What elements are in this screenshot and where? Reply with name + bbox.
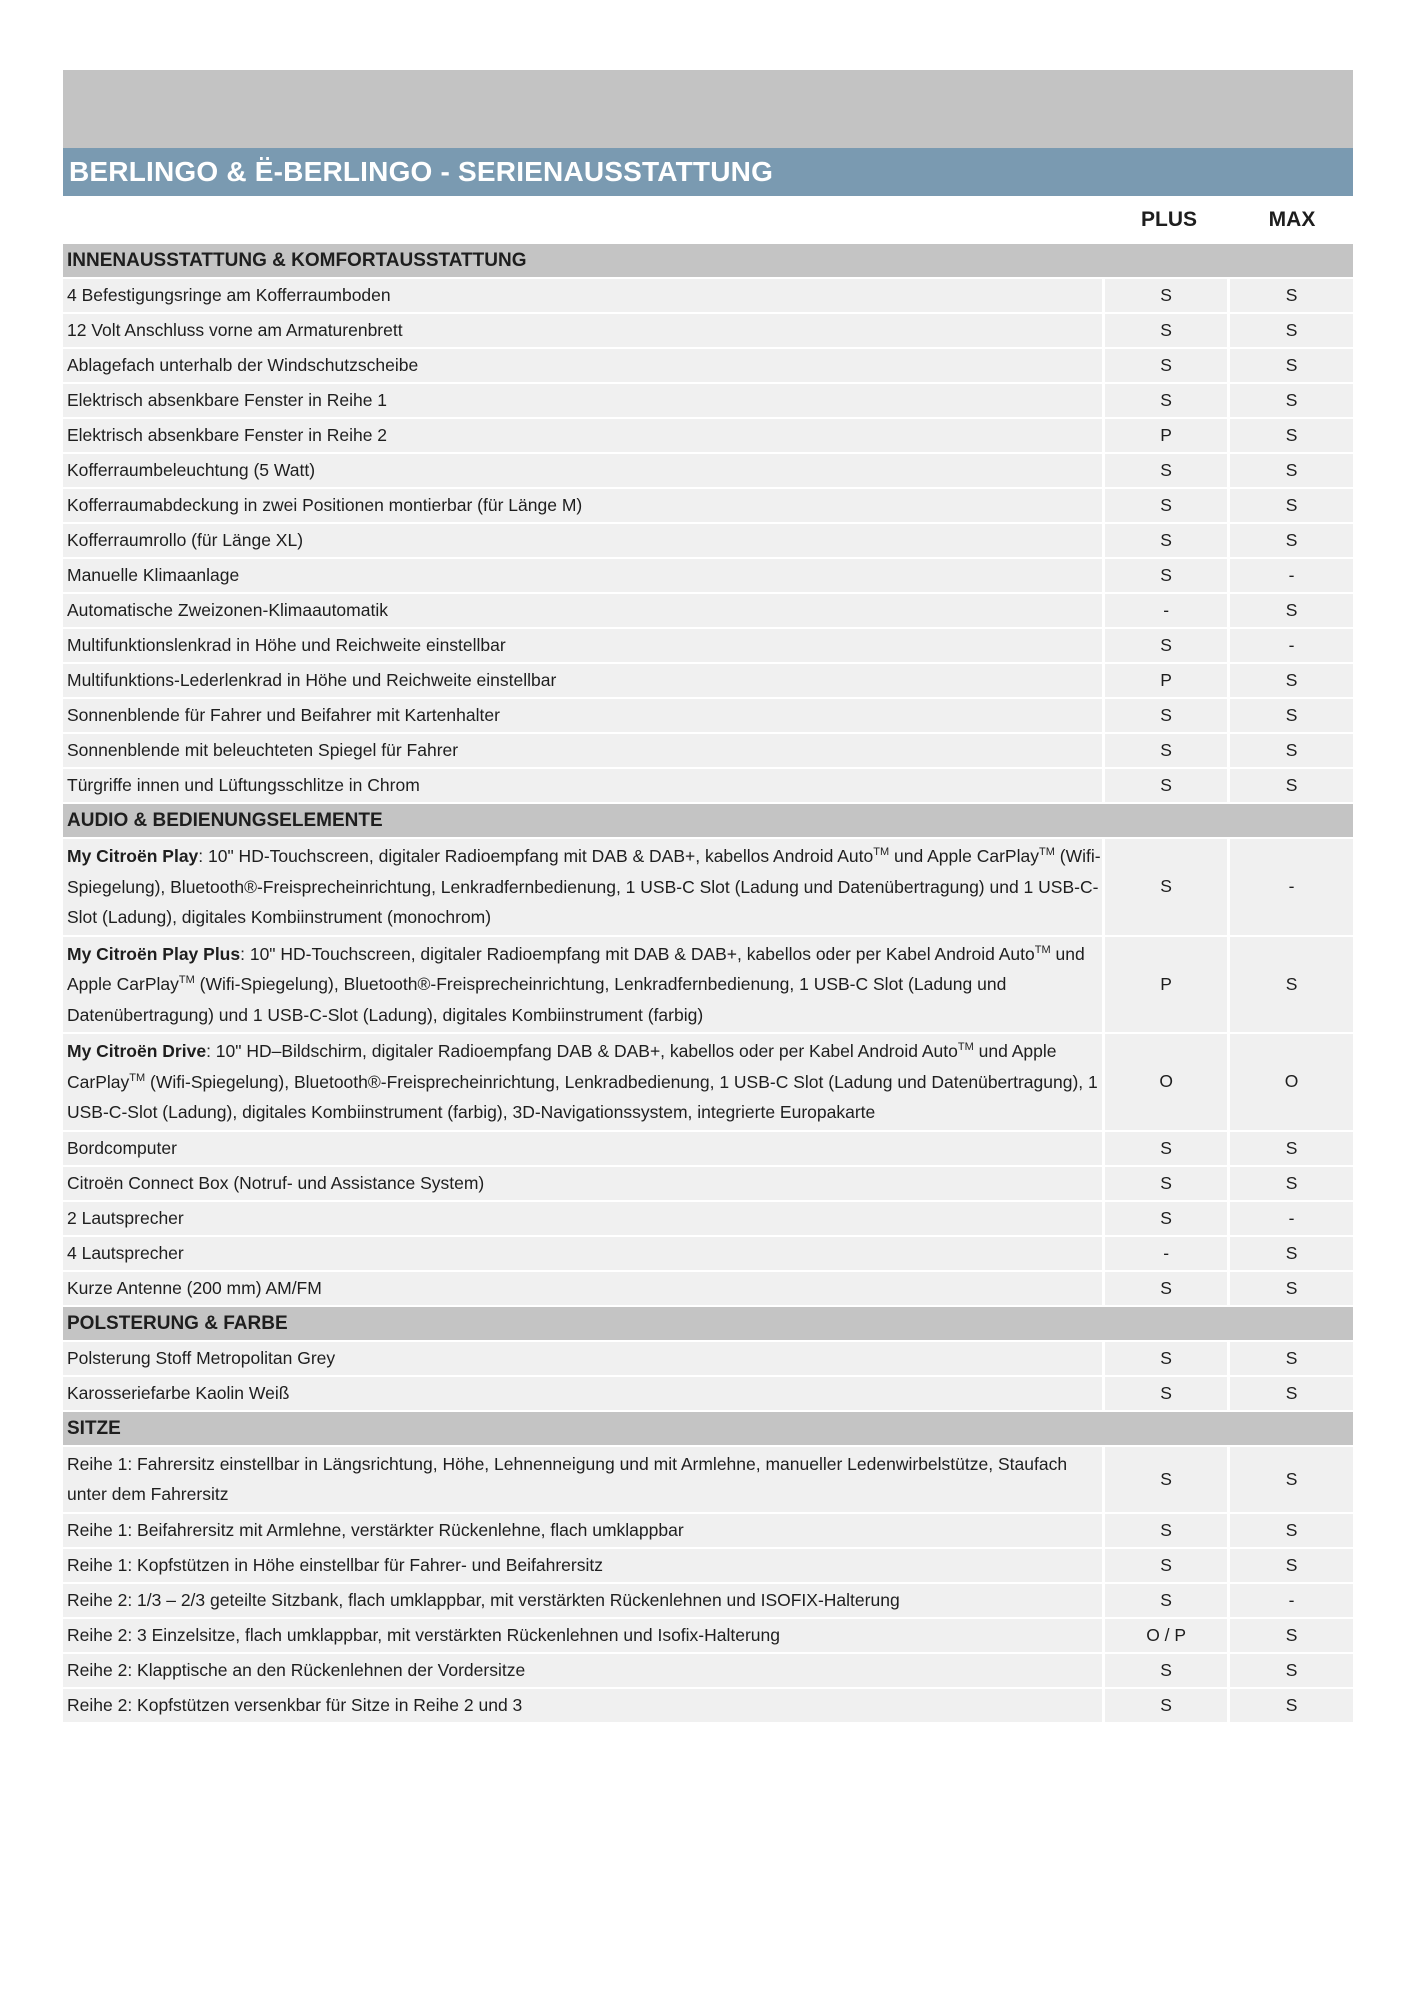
value-max: S — [1230, 937, 1353, 1033]
value-max: - — [1230, 559, 1353, 592]
value-max: S — [1230, 664, 1353, 697]
feature-description: Sonnenblende mit beleuchteten Spiegel für Fahrer — [63, 734, 1102, 767]
value-max: S — [1230, 1514, 1353, 1547]
value-max: S — [1230, 279, 1353, 312]
table-row — [63, 349, 1353, 382]
feature-description: Automatische Zweizonen-Klimaautomatik — [63, 594, 1102, 627]
value-max: - — [1230, 839, 1353, 935]
feature-description: Karosseriefarbe Kaolin Weiß — [63, 1377, 1102, 1410]
table-row — [63, 699, 1353, 732]
table-row — [63, 559, 1353, 592]
value-max: S — [1230, 699, 1353, 732]
table-row — [63, 1237, 1353, 1270]
table-row — [63, 1447, 1353, 1512]
feature-name: My Citroën Drive — [67, 1041, 207, 1061]
value-plus: S — [1105, 734, 1227, 767]
table-row — [63, 1167, 1353, 1200]
table-row — [63, 594, 1353, 627]
value-max: S — [1230, 489, 1353, 522]
value-plus: O — [1105, 1034, 1227, 1130]
table-row — [63, 1132, 1353, 1165]
table-row — [63, 937, 1353, 1033]
feature-description: Reihe 2: 3 Einzelsitze, flach umklappbar, mit verstärkten Rückenlehnen und Isofix-Halterung — [63, 1619, 1102, 1652]
value-max: O — [1230, 1034, 1353, 1130]
feature-description: Sonnenblende für Fahrer und Beifahrer mit Kartenhalter — [63, 699, 1102, 732]
feature-name: My Citroën Play Plus — [67, 943, 241, 964]
table-row — [63, 1377, 1353, 1410]
table-row — [63, 384, 1353, 417]
feature-description: 2 Lautsprecher — [63, 1202, 1102, 1235]
table-row — [63, 664, 1353, 697]
table-row — [63, 629, 1353, 662]
feature-description: My Citroën Play Plus: 10" HD-Touchscreen, digitaler Radioempfang mit DAB & DAB+, kabellos oder per Kabel Android Auto™ und Apple CarPlay™ (Wifi-Spiegelung), Bluetooth®-Freisprecheinrichtung, Lenkradfernbedienung, 1 USB-C Slot (Ladung und Datenübertragung) und 1 USB-C-Slot (Ladung), digitales Kombiinstrument (farbig) — [63, 937, 1102, 1033]
table-row — [63, 1342, 1353, 1375]
value-plus: S — [1105, 524, 1227, 557]
value-max: S — [1230, 1377, 1353, 1410]
value-plus: S — [1105, 1654, 1227, 1687]
value-plus: S — [1105, 1549, 1227, 1582]
feature-description: Türgriffe innen und Lüftungsschlitze in Chrom — [63, 769, 1102, 802]
value-plus: P — [1105, 664, 1227, 697]
value-max: S — [1230, 1689, 1353, 1722]
feature-description: 4 Lautsprecher — [63, 1237, 1102, 1270]
value-max: S — [1230, 314, 1353, 347]
value-plus: S — [1105, 559, 1227, 592]
feature-description: My Citroën Play: 10" HD-Touchscreen, digitaler Radioempfang mit DAB & DAB+, kabellos Android Auto™ und Apple CarPlay™ (Wifi-Spiegelung), Bluetooth®-Freisprecheinrichtung, Lenkradfernbedienung, 1 USB-C Slot (Ladung und Datenübertragung) und 1 USB-C-Slot (Ladung), digitales Kombiinstrument (monochrom) — [63, 839, 1102, 935]
value-max: S — [1230, 769, 1353, 802]
table-row — [63, 1689, 1353, 1722]
feature-description: Elektrisch absenkbare Fenster in Reihe 1 — [63, 384, 1102, 417]
feature-description: Reihe 1: Beifahrersitz mit Armlehne, verstärkter Rückenlehne, flach umklappbar — [63, 1514, 1102, 1547]
feature-description: My Citroën Drive: 10" HD–Bildschirm, digitaler Radioempfang DAB & DAB+, kabellos oder per Kabel Android Auto™ und Apple CarPlay™ (Wifi-Spiegelung), Bluetooth®-Freisprecheinrichtung, Lenkradbedienung, 1 USB-C Slot (Ladung und Datenübertragung), 1 USB-C-Slot (Ladung), digitales Kombiinstrument (farbig), 3D-Navigationssystem, integrierte Europakarte — [63, 1034, 1102, 1130]
feature-description: Multifunktions-Lederlenkrad in Höhe und Reichweite einstellbar — [63, 664, 1102, 697]
feature-description: 4 Befestigungsringe am Kofferraumboden — [63, 279, 1102, 312]
table-row — [63, 489, 1353, 522]
table-row — [63, 839, 1353, 935]
value-max: S — [1230, 1447, 1353, 1512]
table-row — [63, 454, 1353, 487]
value-max: S — [1230, 419, 1353, 452]
feature-description: Multifunktionslenkrad in Höhe und Reichweite einstellbar — [63, 629, 1102, 662]
value-plus: S — [1105, 489, 1227, 522]
feature-description: Kofferraumrollo (für Länge XL) — [63, 524, 1102, 557]
value-plus: S — [1105, 1202, 1227, 1235]
value-plus: S — [1105, 1272, 1227, 1305]
feature-description: 12 Volt Anschluss vorne am Armaturenbrett — [63, 314, 1102, 347]
value-max: S — [1230, 524, 1353, 557]
value-max: - — [1230, 1202, 1353, 1235]
feature-description: Polsterung Stoff Metropolitan Grey — [63, 1342, 1102, 1375]
value-max: S — [1230, 1619, 1353, 1652]
table-row — [63, 524, 1353, 557]
value-max: S — [1230, 1272, 1353, 1305]
table-row — [63, 314, 1353, 347]
feature-description: Manuelle Klimaanlage — [63, 559, 1102, 592]
table-row — [63, 1034, 1353, 1130]
column-plus: PLUS — [1140, 208, 1197, 231]
value-max: S — [1230, 1132, 1353, 1165]
value-plus: S — [1105, 1342, 1227, 1375]
feature-description: Reihe 1: Kopfstützen in Höhe einstellbar für Fahrer- und Beifahrersitz — [63, 1549, 1102, 1582]
equipment-table — [63, 244, 1353, 1722]
value-plus: S — [1105, 1167, 1227, 1200]
table-row — [63, 1584, 1353, 1617]
value-plus: S — [1105, 1689, 1227, 1722]
value-max: - — [1230, 629, 1353, 662]
value-plus: S — [1105, 1514, 1227, 1547]
table-row — [63, 769, 1353, 802]
table-row — [63, 1272, 1353, 1305]
header-band — [63, 70, 1353, 148]
value-plus: S — [1105, 699, 1227, 732]
value-plus: S — [1105, 1132, 1227, 1165]
value-plus: S — [1105, 1377, 1227, 1410]
table-row — [63, 734, 1353, 767]
value-plus: S — [1105, 454, 1227, 487]
value-plus: S — [1105, 839, 1227, 935]
spec-sheet — [63, 70, 1353, 1722]
value-plus: S — [1105, 629, 1227, 662]
value-plus: S — [1105, 769, 1227, 802]
value-max: S — [1230, 384, 1353, 417]
table-row — [63, 1619, 1353, 1652]
feature-description: Kofferraumbeleuchtung (5 Watt) — [63, 454, 1102, 487]
section-header: AUDIO & BEDIENUNGSELEMENTE — [63, 804, 1353, 837]
value-plus: P — [1105, 937, 1227, 1033]
value-max: S — [1230, 454, 1353, 487]
value-max: S — [1230, 349, 1353, 382]
value-max: - — [1230, 1584, 1353, 1617]
table-row — [63, 1514, 1353, 1547]
page-title: BERLINGO & Ë-BERLINGO - SERIENAUSSTATTUNG — [63, 148, 1353, 196]
table-row — [63, 1549, 1353, 1582]
value-plus: S — [1105, 1584, 1227, 1617]
feature-description: Reihe 2: Klapptische an den Rückenlehnen der Vordersitze — [63, 1654, 1102, 1687]
section-header: SITZE — [63, 1412, 1353, 1445]
column-max: MAX — [1268, 208, 1316, 231]
table-row — [63, 419, 1353, 452]
feature-description: Ablagefach unterhalb der Windschutzscheibe — [63, 349, 1102, 382]
value-plus: S — [1105, 1447, 1227, 1512]
value-plus: S — [1105, 384, 1227, 417]
feature-description: Reihe 1: Fahrersitz einstellbar in Längsrichtung, Höhe, Lehnenneigung und mit Armlehne, manueller Ledenwirbelstütze, Staufach unter dem Fahrersitz — [63, 1447, 1102, 1512]
feature-name: My Citroën Play — [67, 846, 199, 866]
feature-description: Kofferraumabdeckung in zwei Positionen montierbar (für Länge M) — [63, 489, 1102, 522]
value-plus: - — [1105, 1237, 1227, 1270]
feature-description: Kurze Antenne (200 mm) AM/FM — [63, 1272, 1102, 1305]
feature-description: Bordcomputer — [63, 1132, 1102, 1165]
value-plus: S — [1105, 314, 1227, 347]
section-header: INNENAUSSTATTUNG & KOMFORTAUSSTATTUNG — [63, 244, 1353, 277]
feature-description: Reihe 2: 1/3 – 2/3 geteilte Sitzbank, flach umklappbar, mit verstärkten Rückenlehnen und ISOFIX-Halterung — [63, 1584, 1102, 1617]
feature-description: Elektrisch absenkbare Fenster in Reihe 2 — [63, 419, 1102, 452]
value-max: S — [1230, 1654, 1353, 1687]
value-max: S — [1230, 1167, 1353, 1200]
value-max: S — [1230, 1549, 1353, 1582]
value-max: S — [1230, 1237, 1353, 1270]
section-header: POLSTERUNG & FARBE — [63, 1307, 1353, 1340]
column-header — [63, 196, 1353, 244]
value-plus: S — [1105, 349, 1227, 382]
value-plus: S — [1105, 279, 1227, 312]
table-row — [63, 1654, 1353, 1687]
value-plus: P — [1105, 419, 1227, 452]
table-row — [63, 1202, 1353, 1235]
value-plus: O / P — [1105, 1619, 1227, 1652]
value-max: S — [1230, 594, 1353, 627]
table-row — [63, 279, 1353, 312]
value-max: S — [1230, 1342, 1353, 1375]
value-plus: - — [1105, 594, 1227, 627]
feature-description: Reihe 2: Kopfstützen versenkbar für Sitze in Reihe 2 und 3 — [63, 1689, 1102, 1722]
feature-description: Citroën Connect Box (Notruf- und Assistance System) — [63, 1167, 1102, 1200]
value-max: S — [1230, 734, 1353, 767]
